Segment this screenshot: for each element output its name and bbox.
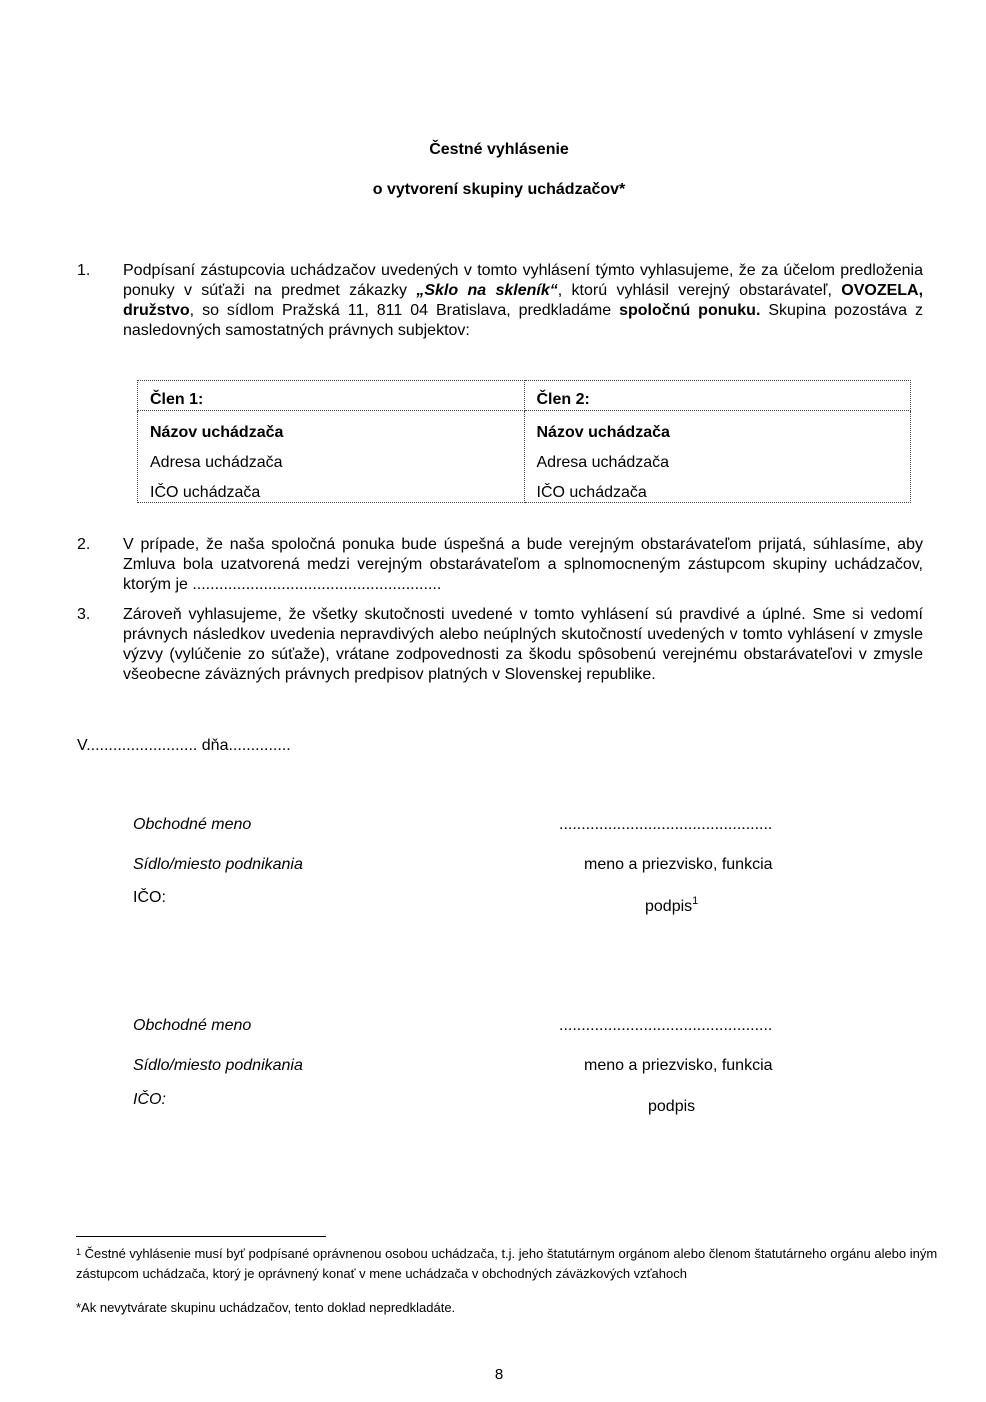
document-subtitle: o vytvorení skupiny uchádzačov* — [372, 181, 626, 198]
member1-details — [138, 411, 525, 503]
sig2-seat: Sídlo/miesto podnikania — [133, 1057, 303, 1074]
member1-name: Názov uchádzača — [150, 424, 284, 441]
item-number-1: 1. — [77, 262, 91, 279]
sig1-name-function: meno a priezvisko, funkcia — [584, 856, 773, 873]
page-number: 8 — [494, 1366, 504, 1383]
document-title: Čestné vyhlásenie — [429, 141, 569, 158]
sig2-signature-label: podpis — [648, 1098, 696, 1115]
sig1-business-name: Obchodné meno — [133, 816, 252, 833]
member1-header: Člen 1: — [138, 381, 525, 411]
member2-ico: IČO uchádzača — [536, 484, 647, 501]
footnote-ref-1: 1 — [692, 895, 699, 907]
member2-address: Adresa uchádzača — [536, 454, 670, 471]
sig1-ico: IČO: — [133, 889, 166, 906]
sig2-business-name: Obchodné meno — [133, 1017, 252, 1034]
sig1-seat: Sídlo/miesto podnikania — [133, 856, 303, 873]
member2-name: Názov uchádzača — [536, 424, 670, 441]
place-date-line: V......................... dňa.............. — [77, 737, 291, 754]
item-number-3: 3. — [77, 606, 91, 623]
footnote-1: $^1$ Čestné vyhlásenie musí byť podpísané oprávnenou osobou uchádzača, t.j. jeho štatutárnym orgánom alebo členom štatutárneho orgánu alebo iným zástupcom uchádzača, ktorý je oprávnený konať v mene uchádzača v obchodných záväzkových vzťahoch — [76, 1246, 938, 1281]
footnote-separator — [76, 1236, 326, 1237]
sig1-signature-label: podpis$^1$ — [645, 895, 699, 915]
asterisk-note: *Ak nevytvárate skupinu uchádzačov, tento doklad nepredkladáte. — [76, 1300, 456, 1315]
item-text-1: Podpísaní zástupcovia uchádzačov uvedených v tomto vyhlásení týmto vyhlasujeme, že za účelom predloženia ponuky v súťaži na predmet zákazky „Sklo na skleník“, ktorú vyhlásil verejný obstarávateľ, OVOZELA, družstvo, so sídlom Pražská 11, 811 04 Bratislava, predkladáme spoločnú ponuku. Skupina pozostáva z nasledovných samostatných právnych subjektov: — [123, 262, 924, 339]
member1-ico: IČO uchádzača — [150, 484, 261, 501]
member1-address: Adresa uchádzača — [150, 454, 283, 471]
item-text-2: V prípade, že naša spoločná ponuka bude úspešná a bude verejným obstarávateľom prijatá, súhlasíme, aby Zmluva bola uzatvorená medzi verejným obstarávateľom a splnomocneným zástupcom skupiny uchádzačov, ktorým je ........................................................ — [123, 536, 923, 593]
sig2-dots: ................................................ — [559, 1017, 773, 1034]
sig1-dots: ................................................ — [559, 816, 773, 833]
sig2-name-function: meno a priezvisko, funkcia — [584, 1057, 773, 1074]
member2-details — [524, 411, 911, 503]
item-number-2: 2. — [77, 536, 91, 553]
sig2-ico: IČO: — [133, 1091, 166, 1108]
item-text-3: Zároveň vyhlasujeme, že všetky skutočnosti uvedené v tomto vyhlásení sú pravdivé a úplné. Sme si vedomí právnych následkov uvedenia nepravdivých alebo neúplných skutočností uvedených v tomto vyhlásení v zmysle výzvy (vylúčenie zo súťaže), vrátane zodpovednosti za škodu spôsobenú verejnému obstarávateľovi v zmysle všeobecne záväzných právnych predpisov platných v Slovenskej republike. — [123, 606, 923, 683]
member2-header: Člen 2: — [524, 381, 911, 411]
members-table — [137, 380, 911, 503]
